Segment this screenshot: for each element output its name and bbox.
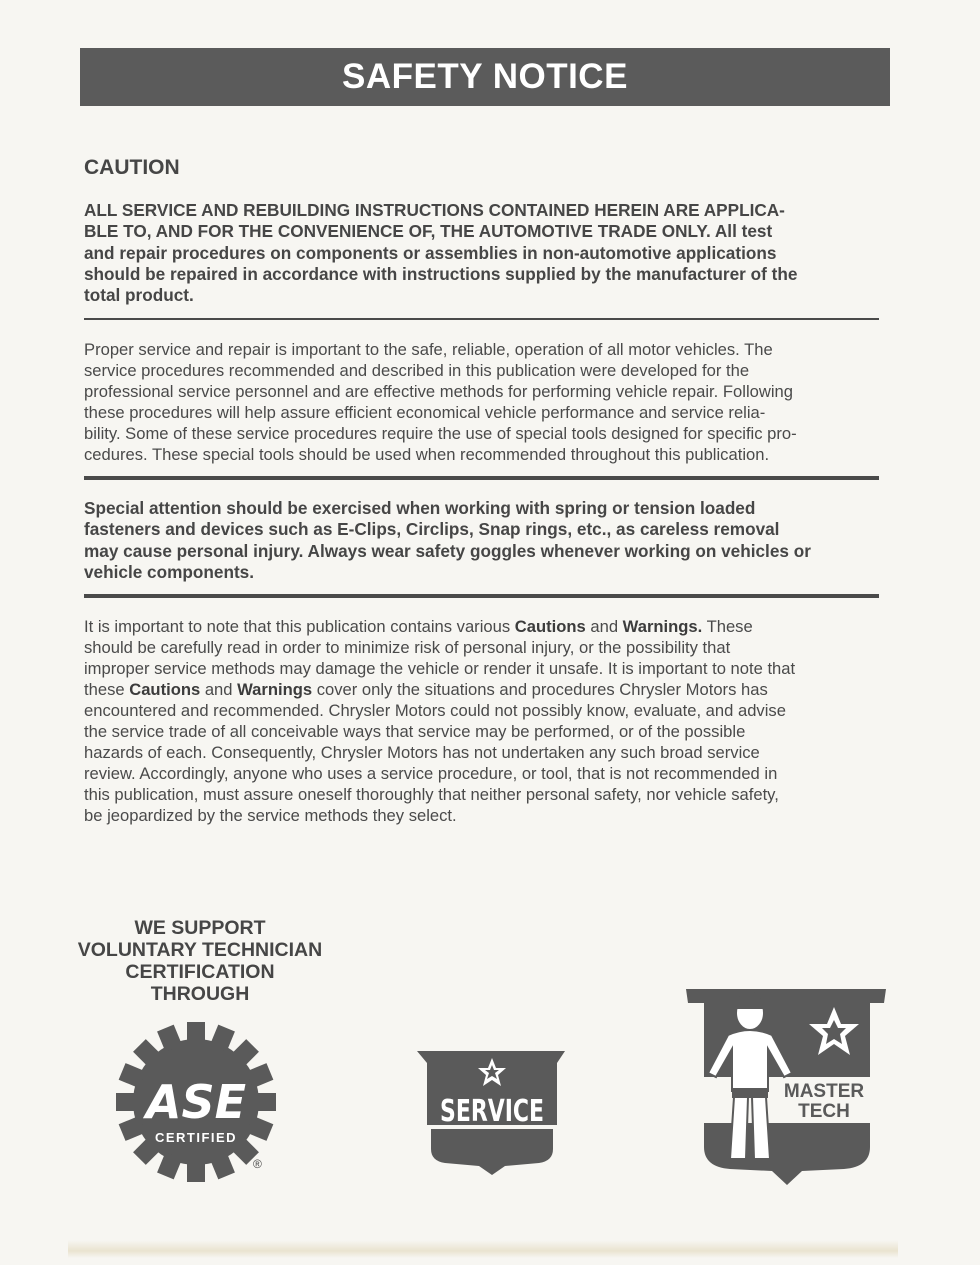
support-line: VOLUNTARY TECHNICIAN bbox=[77, 939, 323, 961]
paragraph-line bbox=[84, 616, 884, 637]
paragraph-line: Proper service and repair is important to the safe, reliable, operation of all motor vehicles. The bbox=[84, 340, 773, 359]
caution-line: BLE TO, AND FOR THE CONVENIENCE OF, THE AUTOMOTIVE TRADE ONLY. All test bbox=[84, 221, 773, 242]
paragraph-line: encountered and recommended. Chrysler Motors could not possibly know, evaluate, and advise bbox=[84, 701, 786, 720]
text-run: It is important to note that this publication contains various bbox=[84, 617, 515, 636]
service-label: SERVICE bbox=[440, 1094, 544, 1129]
paragraph-line: hazards of each. Consequently, Chrysler Motors has not undertaken any such broad service bbox=[84, 743, 760, 762]
registered-mark: ® bbox=[253, 1157, 262, 1171]
paragraph-line: service procedures recommended and described in this publication were developed for the bbox=[84, 361, 750, 380]
service-paragraph bbox=[84, 339, 884, 465]
caution-line: ALL SERVICE AND REBUILDING INSTRUCTIONS CONTAINED HEREIN ARE APPLICA- bbox=[84, 200, 785, 220]
divider bbox=[84, 476, 879, 480]
cautions-term: Cautions bbox=[514, 617, 586, 636]
ase-certified-logo bbox=[116, 1024, 282, 1184]
support-line: WE SUPPORT bbox=[134, 917, 266, 939]
paragraph-line: this publication, must assure oneself thoroughly that neither personal safety, nor vehicle safety, bbox=[84, 785, 779, 804]
paragraph-line: fasteners and devices such as E-Clips, Circlips, Snap rings, etc., as careless removal bbox=[84, 519, 780, 540]
text-run: These bbox=[702, 617, 753, 636]
paragraph-line: should be carefully read in order to minimize risk of personal injury, or the possibility that bbox=[84, 638, 731, 657]
paragraph-line bbox=[84, 679, 884, 700]
paragraph-line: vehicle components. bbox=[84, 561, 255, 582]
certification-support-text bbox=[60, 917, 340, 1005]
paragraph-line: be jeopardized by the service methods they select. bbox=[84, 806, 457, 825]
ase-mark: ASE bbox=[145, 1075, 247, 1129]
paragraph-line: improper service methods may damage the vehicle or render it unsafe. It is important to note that bbox=[84, 659, 796, 678]
paper-edge-stain bbox=[68, 1240, 898, 1258]
caution-line: should be repaired in accordance with instructions supplied by the manufacturer of the bbox=[84, 263, 798, 284]
support-line: THROUGH bbox=[150, 983, 250, 1005]
caution-text bbox=[84, 200, 884, 306]
text-run: and bbox=[200, 680, 238, 699]
master-label: MASTER bbox=[783, 1081, 865, 1102]
master-tech-shield-logo bbox=[684, 987, 888, 1187]
caution-heading: CAUTION bbox=[84, 156, 180, 179]
warnings-term: Warnings. bbox=[622, 617, 703, 636]
support-line: CERTIFICATION bbox=[125, 961, 275, 983]
caution-line: and repair procedures on components or assemblies in non-automotive applications bbox=[84, 242, 777, 263]
paragraph-line: the service trade of all conceivable ways that service may be performed, or of the possible bbox=[84, 722, 746, 741]
paragraph-line: may cause personal injury. Always wear safety goggles whenever working on vehicles or bbox=[84, 540, 811, 561]
ase-certified-label: CERTIFIED bbox=[154, 1130, 238, 1145]
cautions-term: Cautions bbox=[129, 680, 201, 699]
divider bbox=[84, 594, 879, 598]
paragraph-line: review. Accordingly, anyone who uses a service procedure, or tool, that is not recommended in bbox=[84, 764, 778, 783]
attention-paragraph bbox=[84, 498, 884, 583]
text-run: cover only the situations and procedures Chrysler Motors has bbox=[312, 680, 768, 699]
text-run: and bbox=[585, 617, 623, 636]
text-run: these bbox=[84, 680, 130, 699]
tech-label: TECH bbox=[798, 1101, 850, 1122]
safety-notice-banner bbox=[80, 48, 890, 106]
paragraph-line: professional service personnel and are effective methods for performing vehicle repair. Following bbox=[84, 382, 793, 401]
service-shield-logo bbox=[417, 1049, 567, 1177]
caution-line: total product. bbox=[84, 285, 194, 306]
paragraph-line: bility. Some of these service procedures require the use of special tools designed for specific pro- bbox=[84, 424, 797, 443]
paragraph-line: cedures. These special tools should be used when recommended throughout this publication. bbox=[84, 445, 770, 464]
paragraph-line: Special attention should be exercised when working with spring or tension loaded bbox=[84, 498, 756, 518]
divider bbox=[84, 318, 879, 320]
notice-paragraph bbox=[84, 616, 884, 826]
page-title: SAFETY NOTICE bbox=[342, 57, 628, 96]
warnings-term: Warnings bbox=[237, 680, 313, 699]
paragraph-line: these procedures will help assure efficient economical vehicle performance and service relia- bbox=[84, 403, 766, 422]
